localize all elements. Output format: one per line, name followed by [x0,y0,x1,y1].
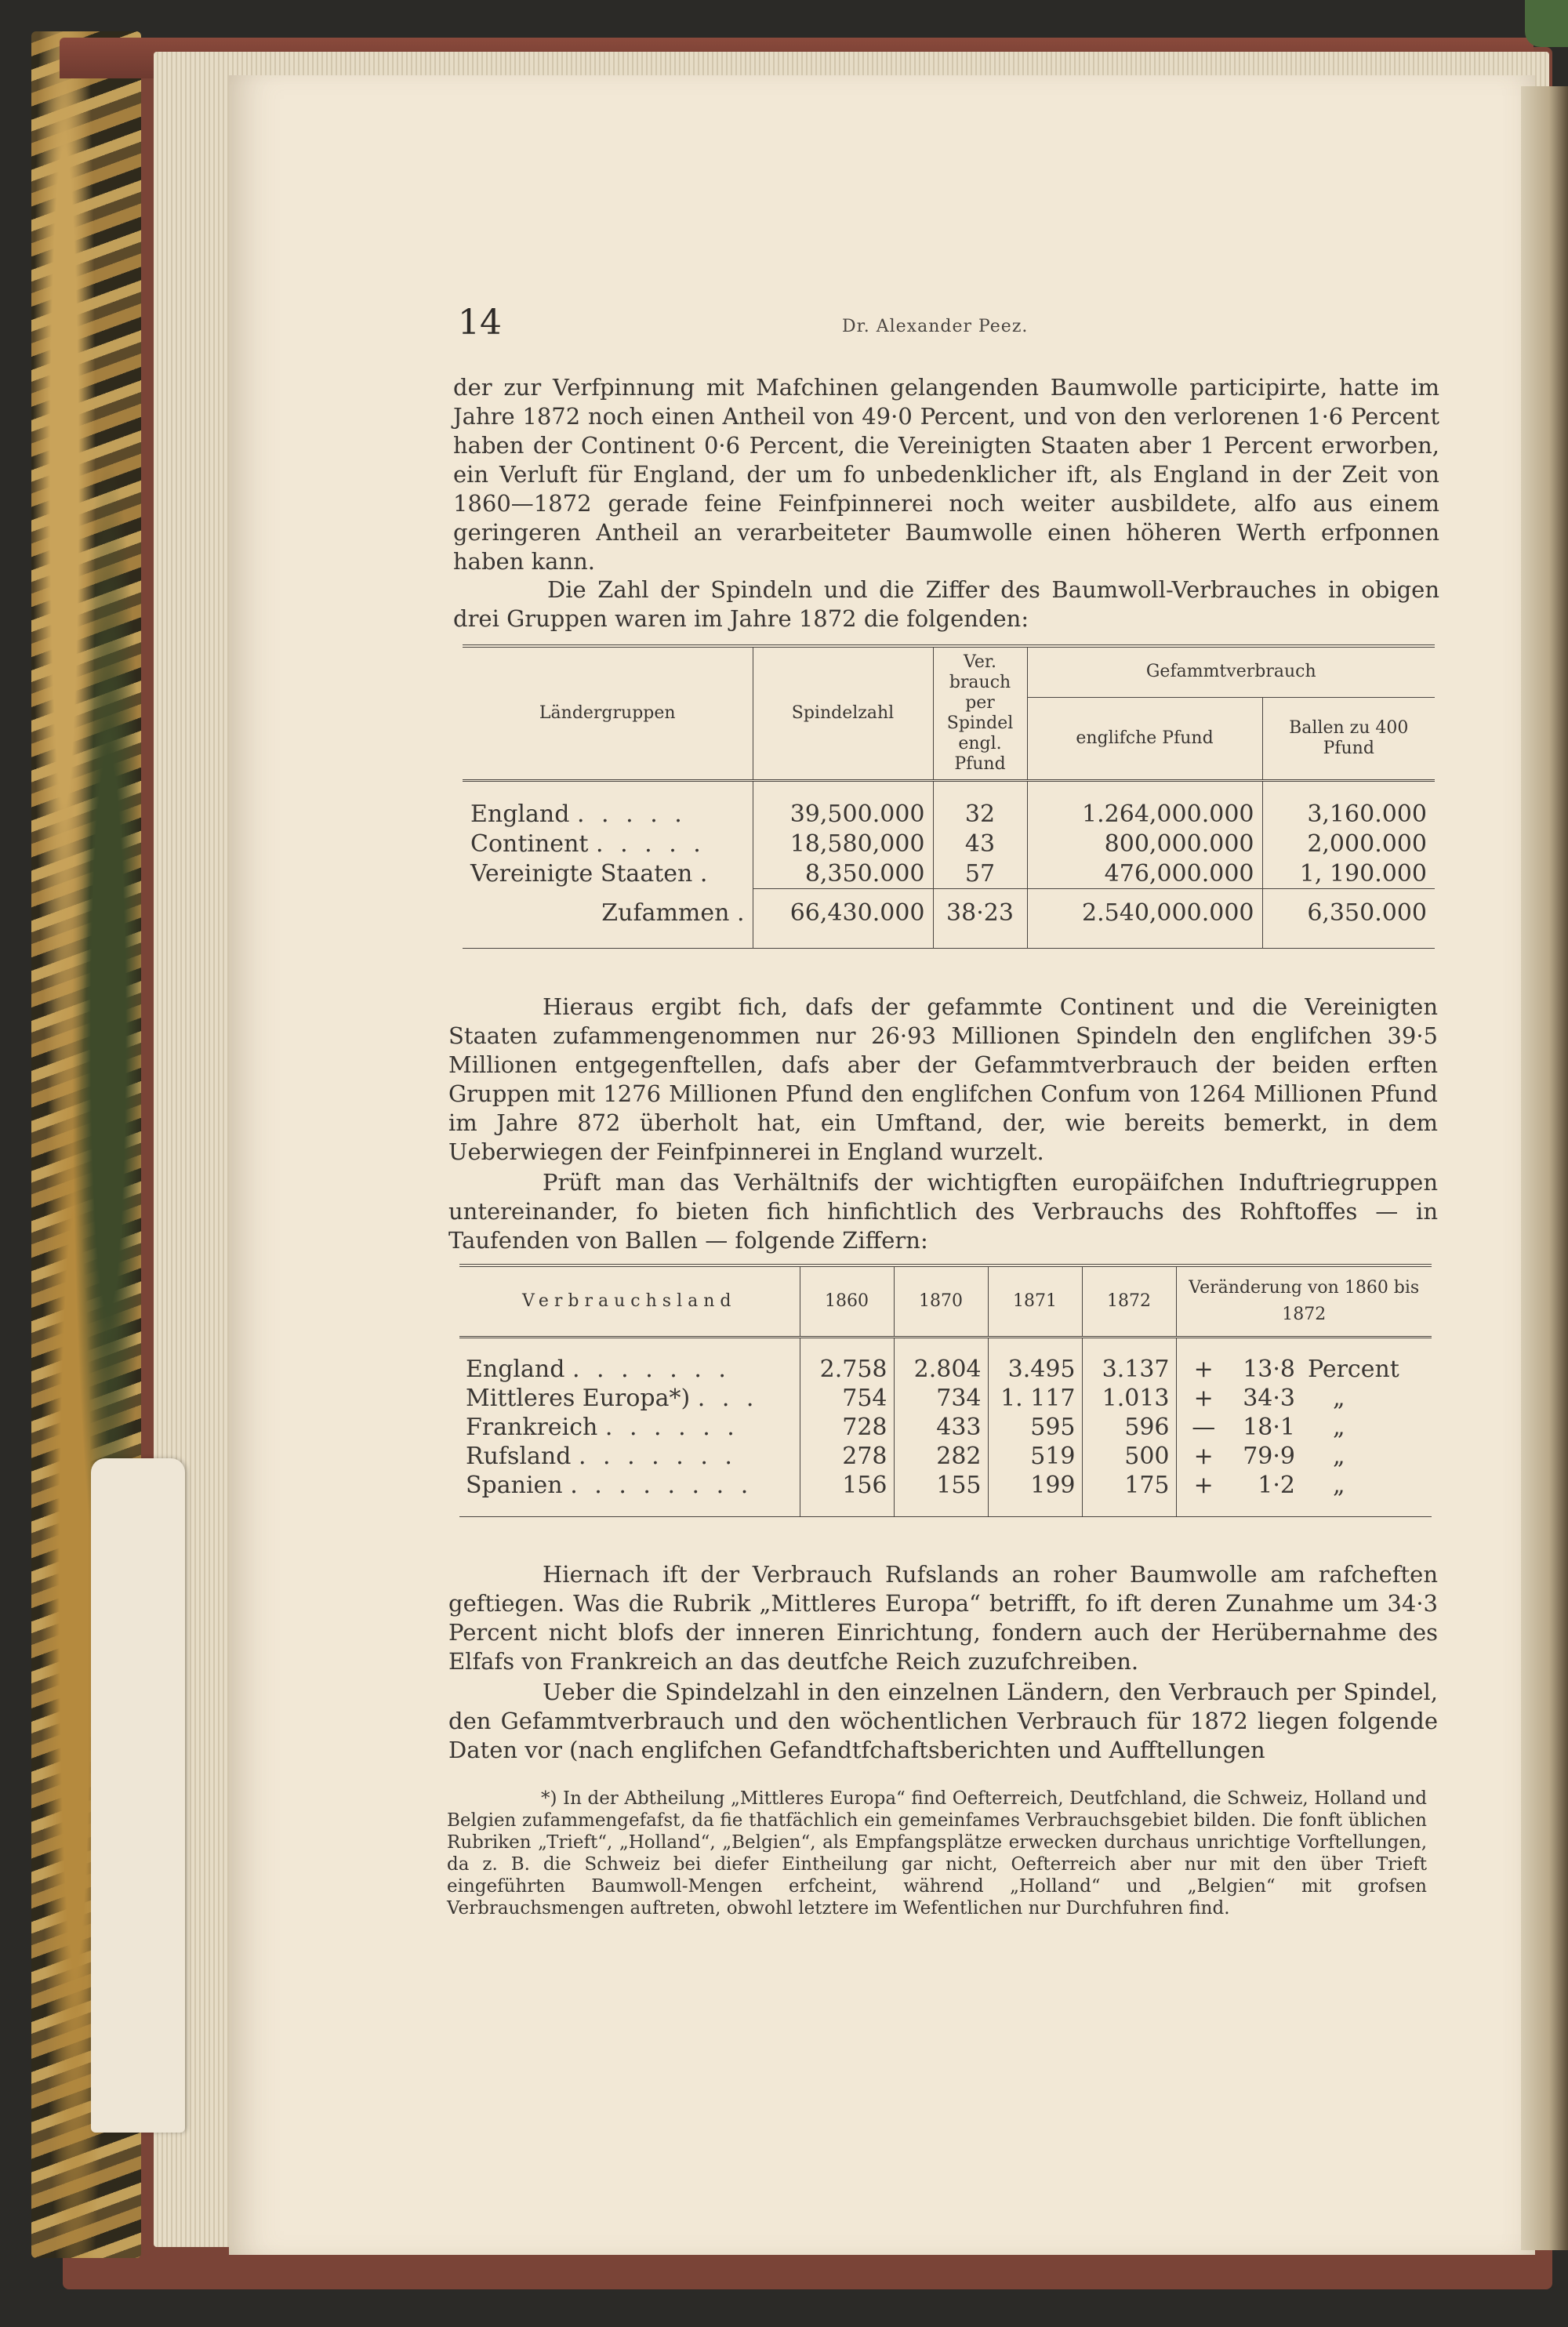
cell-pounds: 2.540,000.000 [1027,889,1262,930]
paragraph-5: Hiernach ift der Verbrauch Rufslands an roher Baumwolle am rafcheften geftiegen. Was die Rubrik „Mittleres Europa“ betrifft, fo ift deren Zunahme um 34·3 Percent nicht blofs der inneren Einrichtung, fondern auch der Herübernahme des Elfafs von Frankreich an das deutfche Reich zuzufchreiben. [448,1561,1438,1675]
row-label: Frankreich . . . . . . [466,1413,739,1441]
cell-1872: 3.137 [1082,1355,1176,1384]
cell-1872: 1.013 [1082,1384,1176,1413]
cell-change: 1·2 [1258,1471,1295,1499]
table-row [463,859,1435,889]
table-row [459,1471,1432,1500]
cell-1871: 519 [988,1442,1082,1471]
col-header-bales: Ballen zu 400 Pfund [1262,697,1435,780]
cell-1860: 2.758 [800,1355,894,1384]
paragraph-2: Die Zahl der Spindeln und die Ziffer des Baumwoll-Verbrauches in obigen drei Gruppen waren im Jahre 1872 die folgenden: [453,576,1439,632]
running-head [458,303,1446,342]
col-header-1872: 1872 [1082,1265,1176,1338]
table-row [459,1442,1432,1471]
table-row [463,800,1435,830]
col-header-total: Gefammtverbrauch [1027,646,1435,697]
cell-change-sign: + [1176,1442,1231,1471]
cell-1872: 596 [1082,1413,1176,1442]
cell-change-sign: + [1176,1384,1231,1413]
row-label: Continent . . . . . [470,830,706,858]
cell-unit: „ [1333,1384,1345,1412]
cell-change: 34·3 [1243,1384,1295,1412]
paragraph-1: der zur Verfpinnung mit Mafchinen gelangenden Baumwolle participirte, hatte im Jahre 1872 noch einen Antheil von 49·0 Percent, und von den verlorenen 1·6 Percent haben der Continent 0·6 Percent, die Vereinigten Staaten aber 1 Percent erworben, ein Verluft für England, der um fo unbedenklicher ift, als England in der Zeit von 1860—1872 gerade feine Feinfpinnerei noch weiter ausbildete, alfo aus einem geringeren Antheil an verarbeiteter Baumwolle einen höheren Werth erfponnen haben kann. [453,374,1439,575]
cell-change: 18·1 [1243,1413,1295,1441]
col-header-spindles: Spindelzahl [753,646,933,781]
cell-change-sign: + [1176,1471,1231,1500]
cell-1872: 500 [1082,1442,1176,1471]
cell-change: 13·8 [1243,1355,1295,1383]
table-row [459,1384,1432,1413]
cell-1870: 282 [894,1442,988,1471]
cell-unit: „ [1333,1471,1345,1499]
table-total-row [463,889,1435,930]
spindle-table [463,644,1435,949]
row-label: Zufammen . [601,899,745,927]
consumption-table [459,1264,1432,1517]
cell-per-spindle: 38·23 [933,889,1027,930]
footnote-text: *) In der Abtheilung „Mittleres Europa“ find Oefterreich, Deutfchland, die Schweiz, Holland und Belgien zufammengefafst, da fie thatfächlich ein gemeinfames Verbrauchsgebiet bilden. Die fonft üblichen Rubriken „Trieft“, „Holland“, „Belgien“, als Empfangsplätze erwecken durchaus unrichtige Vorftellungen, da z. B. die Schweiz bei diefer Eintheilung gar nicht, Oefterreich aber nur mit den über Trieft eingeführten Baumwoll-Mengen erfcheint, während „Holland“ und „Belgien“ mit grofsen Verbrauchsmengen auftreten, obwohl letztere im Wefentlichen nur Durchfuhren find. [447,1788,1427,1919]
cell-per-spindle: 32 [933,800,1027,830]
row-label: Rufsland . . . . . . . [466,1442,737,1470]
table-row [459,1355,1432,1384]
row-label: Vereinigte Staaten . [470,860,713,888]
paragraph-4: Prüft man das Verhältnifs der wichtigften europäifchen Induftriegruppen untereinander, fo bieten fich hinfichtlich des Verbrauchs des Rohftoffes — in Taufenden von Ballen — folgende Ziffern: [448,1169,1438,1254]
paper-bookmark [91,1458,185,2133]
cell-pounds: 1.264,000.000 [1027,800,1262,830]
cell-spindles: 18,580,000 [753,830,933,859]
running-title: Dr. Alexander Peez. [842,317,1029,336]
cell-bales: 6,350.000 [1262,889,1435,930]
cell-1871: 1. 117 [988,1384,1082,1413]
cell-1870: 734 [894,1384,988,1413]
row-label: England . . . . . . . [466,1355,731,1383]
cell-1860: 156 [800,1471,894,1500]
cell-1860: 278 [800,1442,894,1471]
cell-change-sign: — [1176,1413,1231,1442]
cell-bales: 2,000.000 [1262,830,1435,859]
row-label: Spanien . . . . . . . . [466,1471,753,1499]
col-header-change: Veränderung von 1860 bis 1872 [1176,1265,1432,1338]
col-header-country: Verbrauchsland [459,1265,800,1338]
cell-change: 79·9 [1243,1442,1295,1470]
row-label: England . . . . . [470,800,687,828]
table-row [459,1413,1432,1442]
col-header-1860: 1860 [800,1265,894,1338]
cell-1870: 433 [894,1413,988,1442]
cell-pounds: 800,000.000 [1027,830,1262,859]
cell-1871: 199 [988,1471,1082,1500]
footnote [447,1788,1427,1919]
cell-spindles: 8,350.000 [753,859,933,889]
cell-per-spindle: 43 [933,830,1027,859]
cell-bales: 1, 190.000 [1262,859,1435,889]
cell-1871: 3.495 [988,1355,1082,1384]
cell-1870: 2.804 [894,1355,988,1384]
cell-unit: „ [1333,1413,1345,1441]
col-header-1871: 1871 [988,1265,1082,1338]
page-edge [1521,86,1568,2250]
cell-1860: 728 [800,1413,894,1442]
cell-1860: 754 [800,1384,894,1413]
paragraph-3: Hieraus ergibt fich, dafs der gefammte Continent und die Vereinigten Staaten zufammengenommen nur 26·93 Millionen Spindeln den englifchen 39·5 Millionen entgegenftellen, dafs aber der Gefammtverbrauch der beiden erften Gruppen mit 1276 Millionen Pfund den englifchen Confum von 1264 Millionen Pfund im Jahre 872 überholt hat, ein Umftand, der, wie bereits bemerkt, in dem Ueberwiegen der Feinfpinnerei in England wurzelt. [448,993,1438,1165]
cell-1871: 595 [988,1413,1082,1442]
cell-1870: 155 [894,1471,988,1500]
cell-per-spindle: 57 [933,859,1027,889]
col-header-per-spindle: Ver. brauch per Spindel engl. Pfund [933,646,1027,781]
col-header-group: Ländergruppen [463,646,753,781]
cell-unit: „ [1333,1442,1345,1470]
paragraph-6: Ueber die Spindelzahl in den einzelnen Ländern, den Verbrauch per Spindel, den Gefammtverbrauch und den wöchentlichen Verbrauch für 1872 liegen folgende Daten vor (nach englifchen Gefandtfchaftsberichten und Aufftellungen [448,1679,1438,1763]
cell-1872: 175 [1082,1471,1176,1500]
col-header-1870: 1870 [894,1265,988,1338]
cell-pounds: 476,000.000 [1027,859,1262,889]
col-header-pounds: englifche Pfund [1027,697,1262,780]
row-label: Mittleres Europa*) . . . [466,1384,759,1412]
cell-unit: Percent [1308,1355,1399,1383]
page-number: 14 [458,303,502,343]
ribbon-marker [1525,0,1568,47]
cell-spindles: 39,500.000 [753,800,933,830]
cell-spindles: 66,430.000 [753,889,933,930]
table-row [463,830,1435,859]
cell-bales: 3,160.000 [1262,800,1435,830]
cell-change-sign: + [1176,1355,1231,1384]
